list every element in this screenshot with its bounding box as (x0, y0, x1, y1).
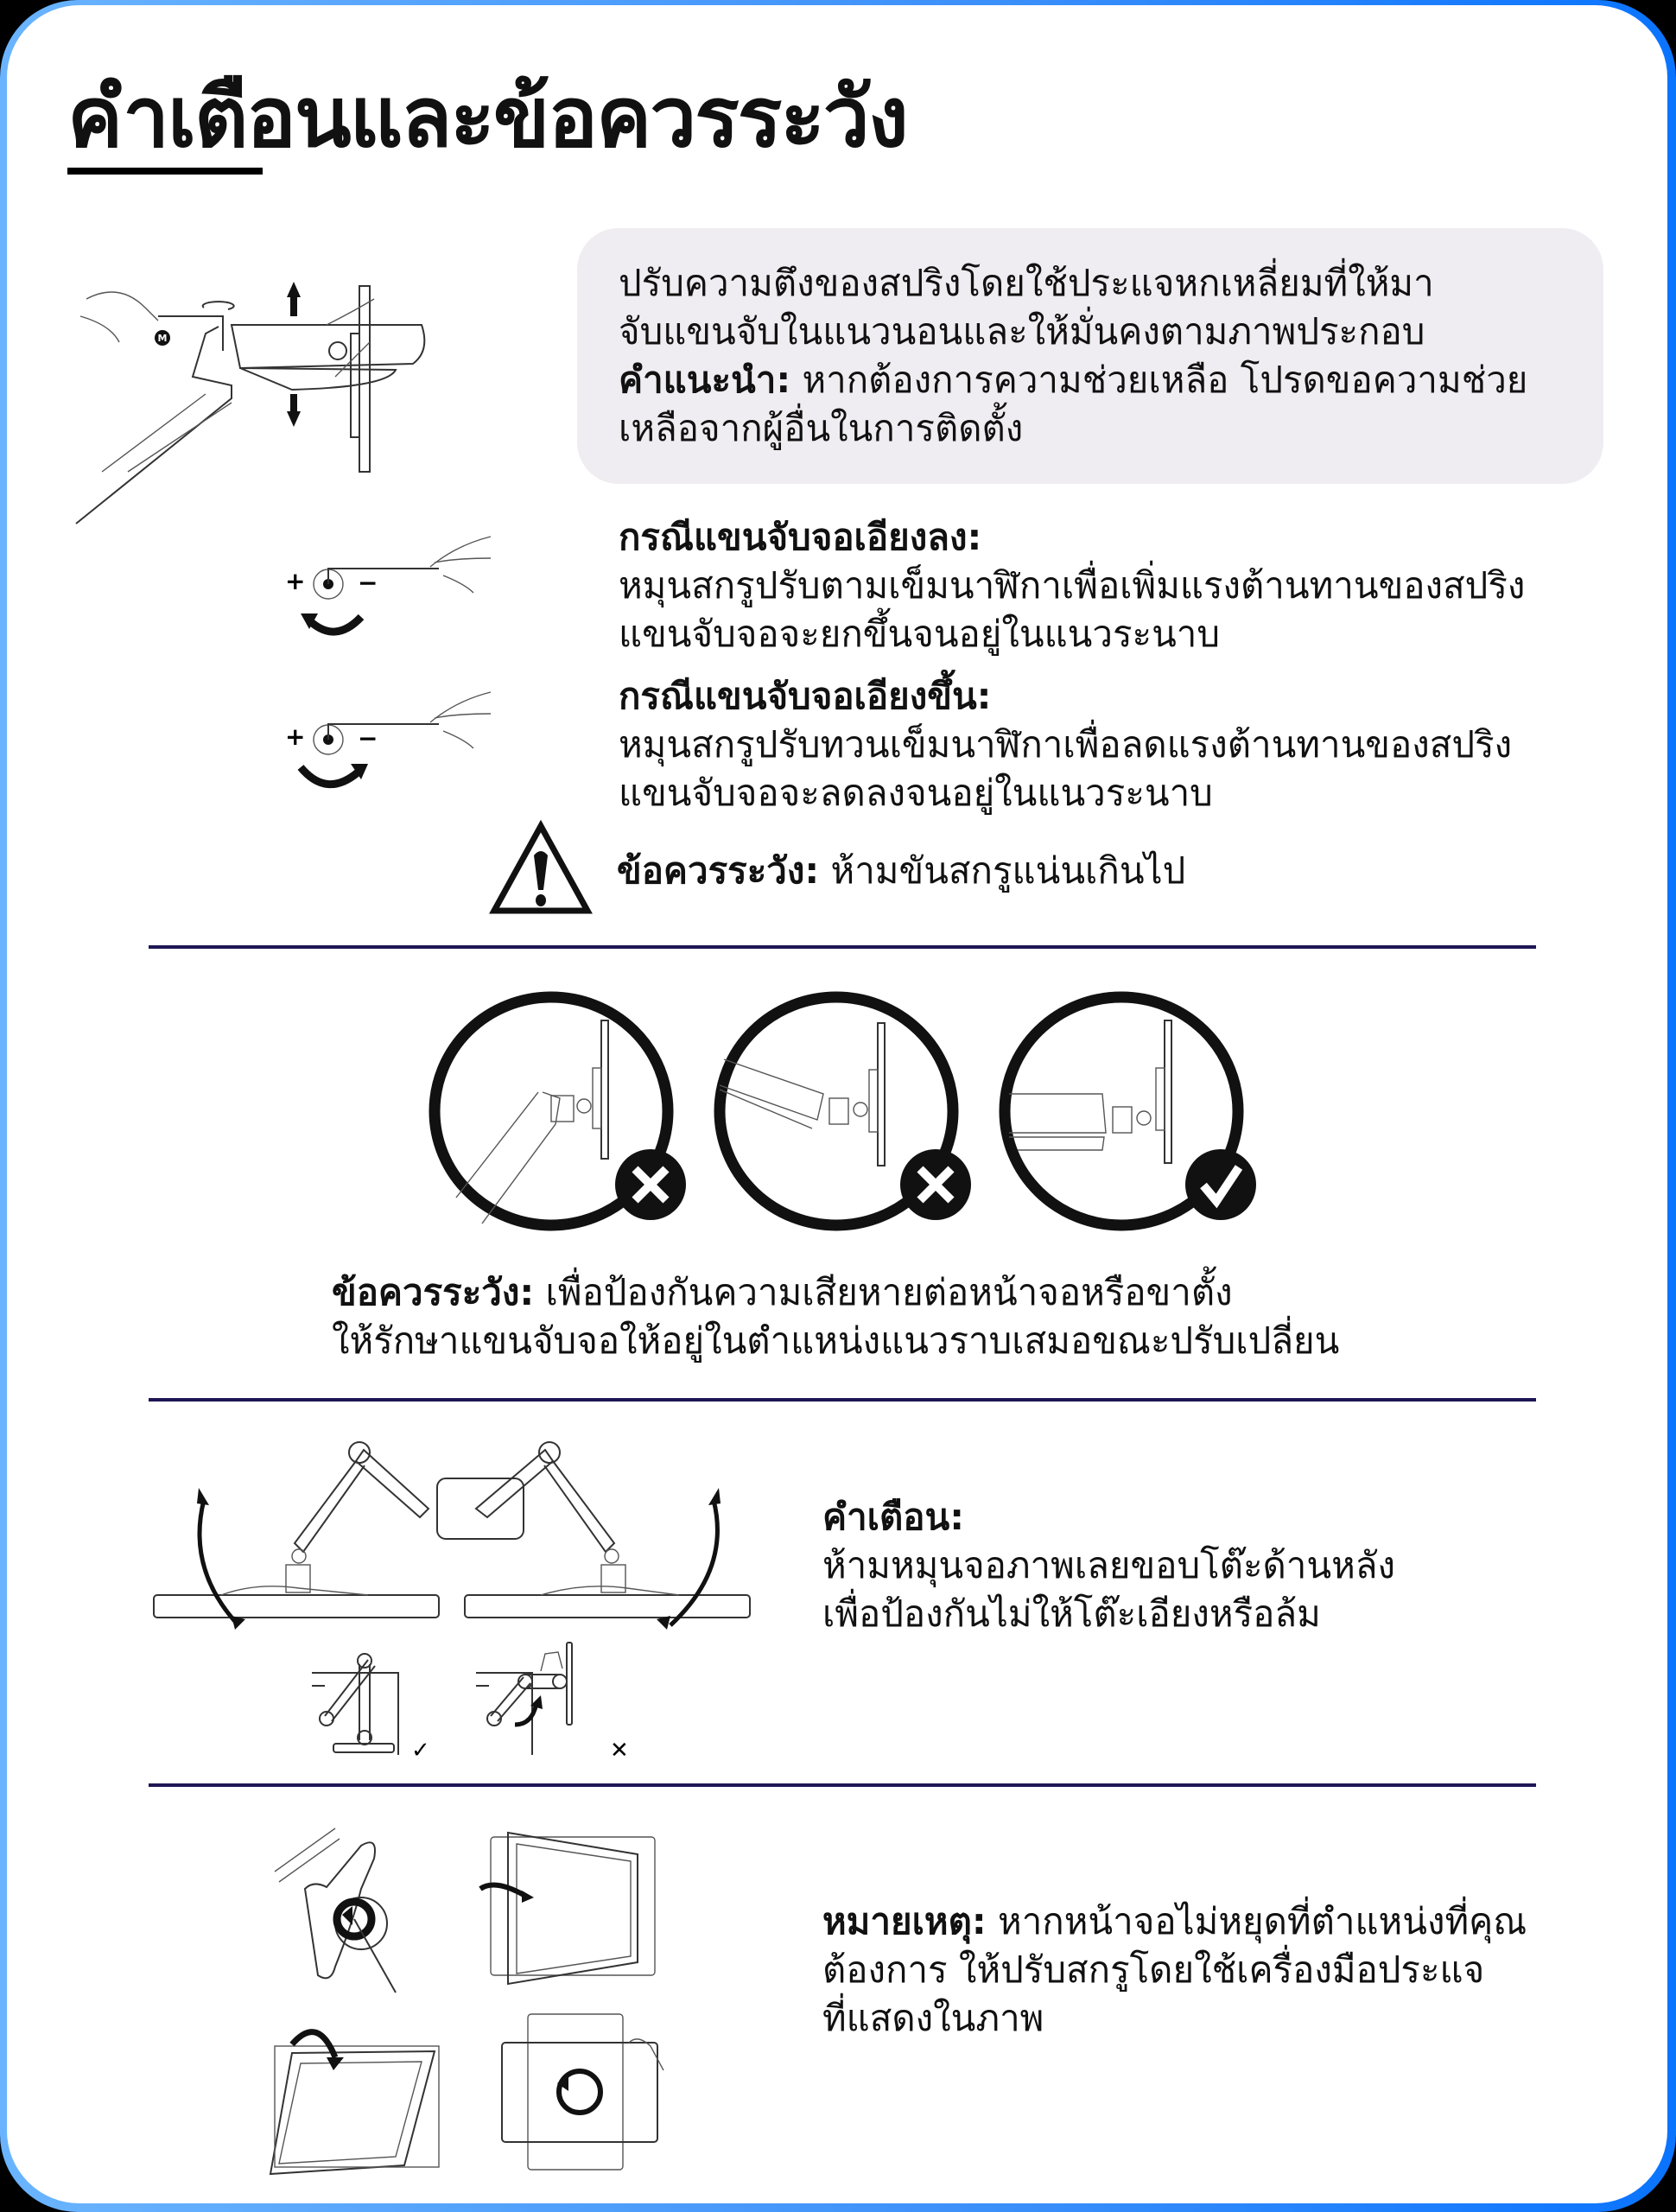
tip-line-2: เหลือจากผู้อื่นในการติดตั้ง (619, 407, 1024, 449)
svg-text:−: − (358, 724, 378, 753)
warning-line-2: เพื่อป้องกันไม่ให้โต๊ะเอียงหรือล้ม (822, 1592, 1321, 1635)
svg-text:✕: ✕ (610, 1738, 629, 1764)
arm-level-comparison-illustration (430, 990, 1260, 1241)
divider-3 (149, 1783, 1536, 1787)
tilt-down-line-2: แขนจับจอจะยกขึ้นจนอยู่ในแนวระนาบ (619, 613, 1221, 655)
warning-triangle-icon (489, 821, 593, 916)
tension-line-2: จับแขนจับในแนวนอนและให้มั่นคงตามภาพประกอบ (619, 310, 1425, 353)
counterclockwise-arrow-icon (309, 617, 361, 632)
note-line-1: หมายเหตุ: หากหน้าจอไม่หยุดที่ตำแหน่งที่คุณ (822, 1900, 1527, 1942)
circle-arm-tilted-up (720, 997, 971, 1225)
page-title: คำเตือนและข้อควรระวัง (67, 69, 907, 166)
correct-position-icon (312, 1654, 430, 1764)
tilt-down-line-1: หมุนสกรูปรับตามเข็มนาฬิกาเพื่อเพิ่มแรงต้านทานของสปริง (619, 564, 1526, 607)
tip-label: คำแนะนำ: (619, 359, 791, 401)
dual-arm-rotation-illustration (152, 1431, 757, 1764)
circle-arm-tilted-down (435, 997, 686, 1225)
tension-line-1: ปรับความตึงของสปริงโดยใช้ประแจหกเหลี่ยมที่ให้มา (619, 262, 1434, 304)
tilt-up-heading: กรณีแขนจับจอเอียงขึ้น: (619, 675, 992, 717)
arrow-down-icon (287, 394, 301, 427)
note-label: หมายเหตุ: (822, 1900, 987, 1942)
circle-arm-level (1005, 997, 1256, 1225)
level-caution-label: ข้อควรระวัง: (332, 1271, 535, 1313)
rotate-monitor-icon (502, 2014, 663, 2170)
tension-note-box (577, 228, 1603, 484)
document-card (7, 5, 1667, 2203)
divider-1 (149, 945, 1536, 949)
svg-text:+: + (285, 567, 306, 595)
tilt-monitor-icon (270, 2032, 439, 2174)
screw-counterclockwise-illustration (275, 679, 499, 791)
rotate-arc-left-icon (200, 1500, 238, 1625)
note-line-2: ต้องการ ให้ปรับสกรูโดยใช้เครื่องมือประแจ (822, 1948, 1485, 1991)
note-line-3: ที่แสดงในภาพ (822, 1997, 1044, 2039)
tip-line-1: คำแนะนำ: หากต้องการความช่วยเหลือ โปรดขอความช่วย (619, 359, 1528, 401)
warning-label: คำเตือน: (822, 1496, 965, 1538)
tilt-up-line-2: แขนจับจอจะลดลงจนอยู่ในแนวระนาบ (619, 772, 1213, 814)
level-caution-line-2: ให้รักษาแขนจับจอให้อยู่ในตำแหน่งแนวราบเสมอขณะปรับเปลี่ยน (332, 1319, 1340, 1362)
level-caution-line-1: ข้อควรระวัง: เพื่อป้องกันความเสียหายต่อหน้าจอหรือขาตั้ง (332, 1271, 1233, 1313)
caution-overtighten: ข้อควรระวัง: ห้ามขันสกรูแน่นเกินไป (617, 849, 1186, 892)
rotate-icon (203, 302, 234, 309)
monitor-adjustment-illustrations (257, 1820, 689, 2183)
note-block (822, 1897, 1527, 2043)
swivel-monitor-icon (480, 1833, 655, 1984)
tension-adjust-illustration (76, 247, 525, 472)
clockwise-arrow-icon (301, 767, 358, 785)
svg-text:−: − (358, 569, 378, 597)
tilt-up-line-1: หมุนสกรูปรับทวนเข็มนาฬิกาเพื่อลดแรงต้านทานของสปริง (619, 723, 1513, 766)
svg-text:✓: ✓ (411, 1738, 430, 1764)
tilt-down-heading: กรณีแขนจับจอเอียงลง: (619, 516, 982, 558)
svg-text:+: + (285, 722, 306, 751)
warning-block (822, 1493, 1395, 1638)
incorrect-position-icon (476, 1643, 629, 1764)
title-underline (67, 168, 263, 175)
svg-text:M: M (157, 333, 168, 344)
hex-screw-adjust-icon (275, 1828, 396, 1993)
arrow-up-icon (287, 282, 301, 316)
level-caution-block (332, 1268, 1339, 1365)
divider-2 (149, 1398, 1536, 1402)
screw-clockwise-illustration (275, 524, 499, 636)
tilt-down-block (619, 513, 1525, 658)
rotate-arc-right-icon (670, 1500, 717, 1625)
warning-line-1: ห้ามหมุนจอภาพเลยขอบโต๊ะด้านหลัง (822, 1544, 1396, 1586)
caution-label: ข้อควรระวัง: (617, 849, 820, 892)
tilt-up-block (619, 672, 1512, 817)
